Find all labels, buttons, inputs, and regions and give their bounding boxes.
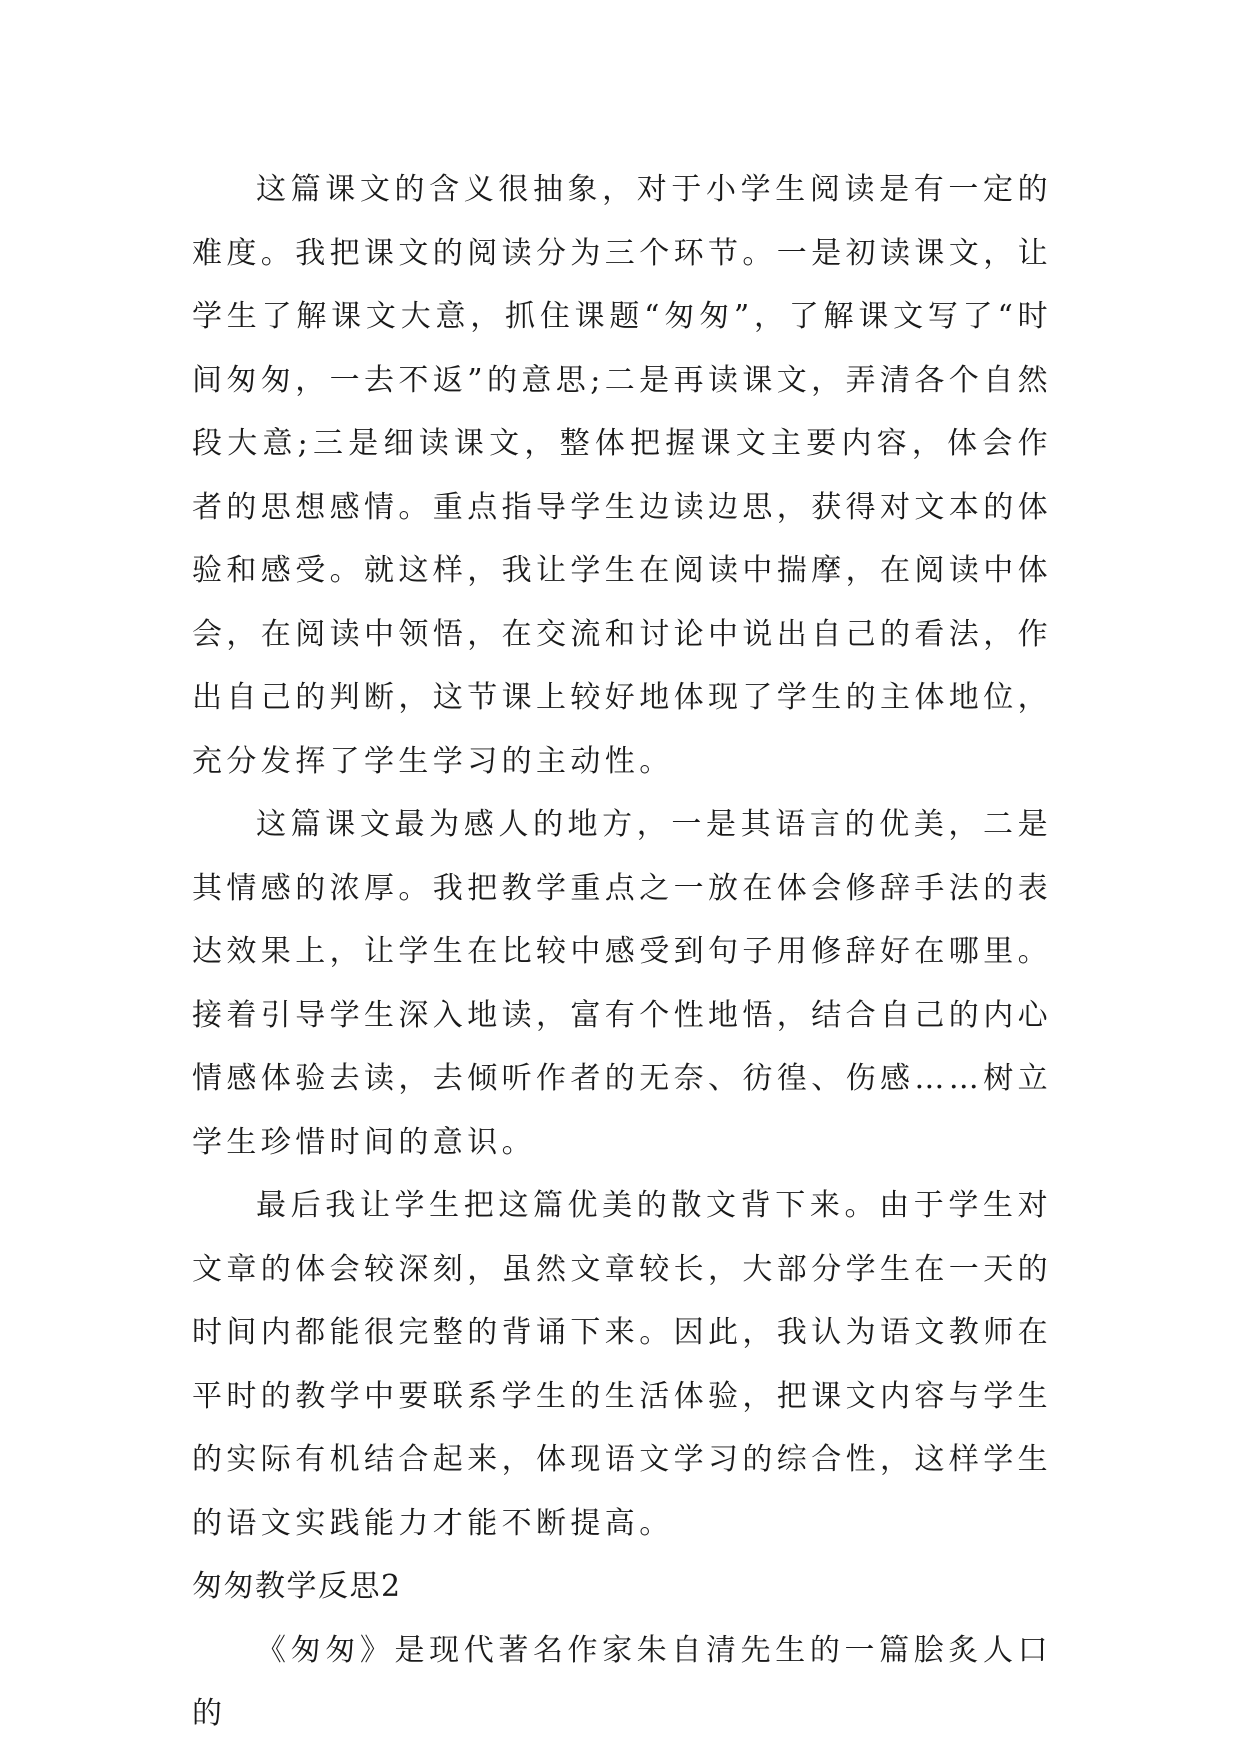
paragraph: 最后我让学生把这篇优美的散文背下来。由于学生对文章的体会较深刻，虽然文章较长，大部分学生在一天的时间内都能很完整的背诵下来。因此，我认为语文教师在平时的教学中要联系学生的生活体验，把课文内容与学生的实际有机结合起来，体现语文学习的综合性，这样学生的语文实践能力才能不断提高。	[192, 1188, 1052, 1541]
document-body	[192, 158, 1052, 1746]
section-heading: 匆匆教学反思2	[192, 1569, 402, 1604]
paragraph: 这篇课文最为感人的地方，一是其语言的优美，二是其情感的浓厚。我把教学重点之一放在体会修辞手法的表达效果上，让学生在比较中感受到句子用修辞好在哪里。接着引导学生深入地读，富有个性地悟，结合自己的内心情感体验去读，去倾听作者的无奈、彷徨、伤感……树立学生珍惜时间的意识。	[192, 807, 1052, 1160]
paragraph: 《匆匆》是现代著名作家朱自清先生的一篇脍炙人口的	[192, 1632, 1052, 1731]
paragraph: 这篇课文的含义很抽象，对于小学生阅读是有一定的难度。我把课文的阅读分为三个环节。一是初读课文，让学生了解课文大意，抓住课题“匆匆”，了解课文写了“时间匆匆，一去不返”的意思;二是再读课文，弄清各个自然段大意;三是细读课文，整体把握课文主要内容，体会作者的思想感情。重点指导学生边读边思，获得对文本的体验和感受。就这样，我让学生在阅读中揣摩，在阅读中体会，在阅读中领悟，在交流和讨论中说出自己的看法，作出自己的判断，这节课上较好地体现了学生的主体地位，充分发挥了学生学习的主动性。	[192, 172, 1052, 779]
